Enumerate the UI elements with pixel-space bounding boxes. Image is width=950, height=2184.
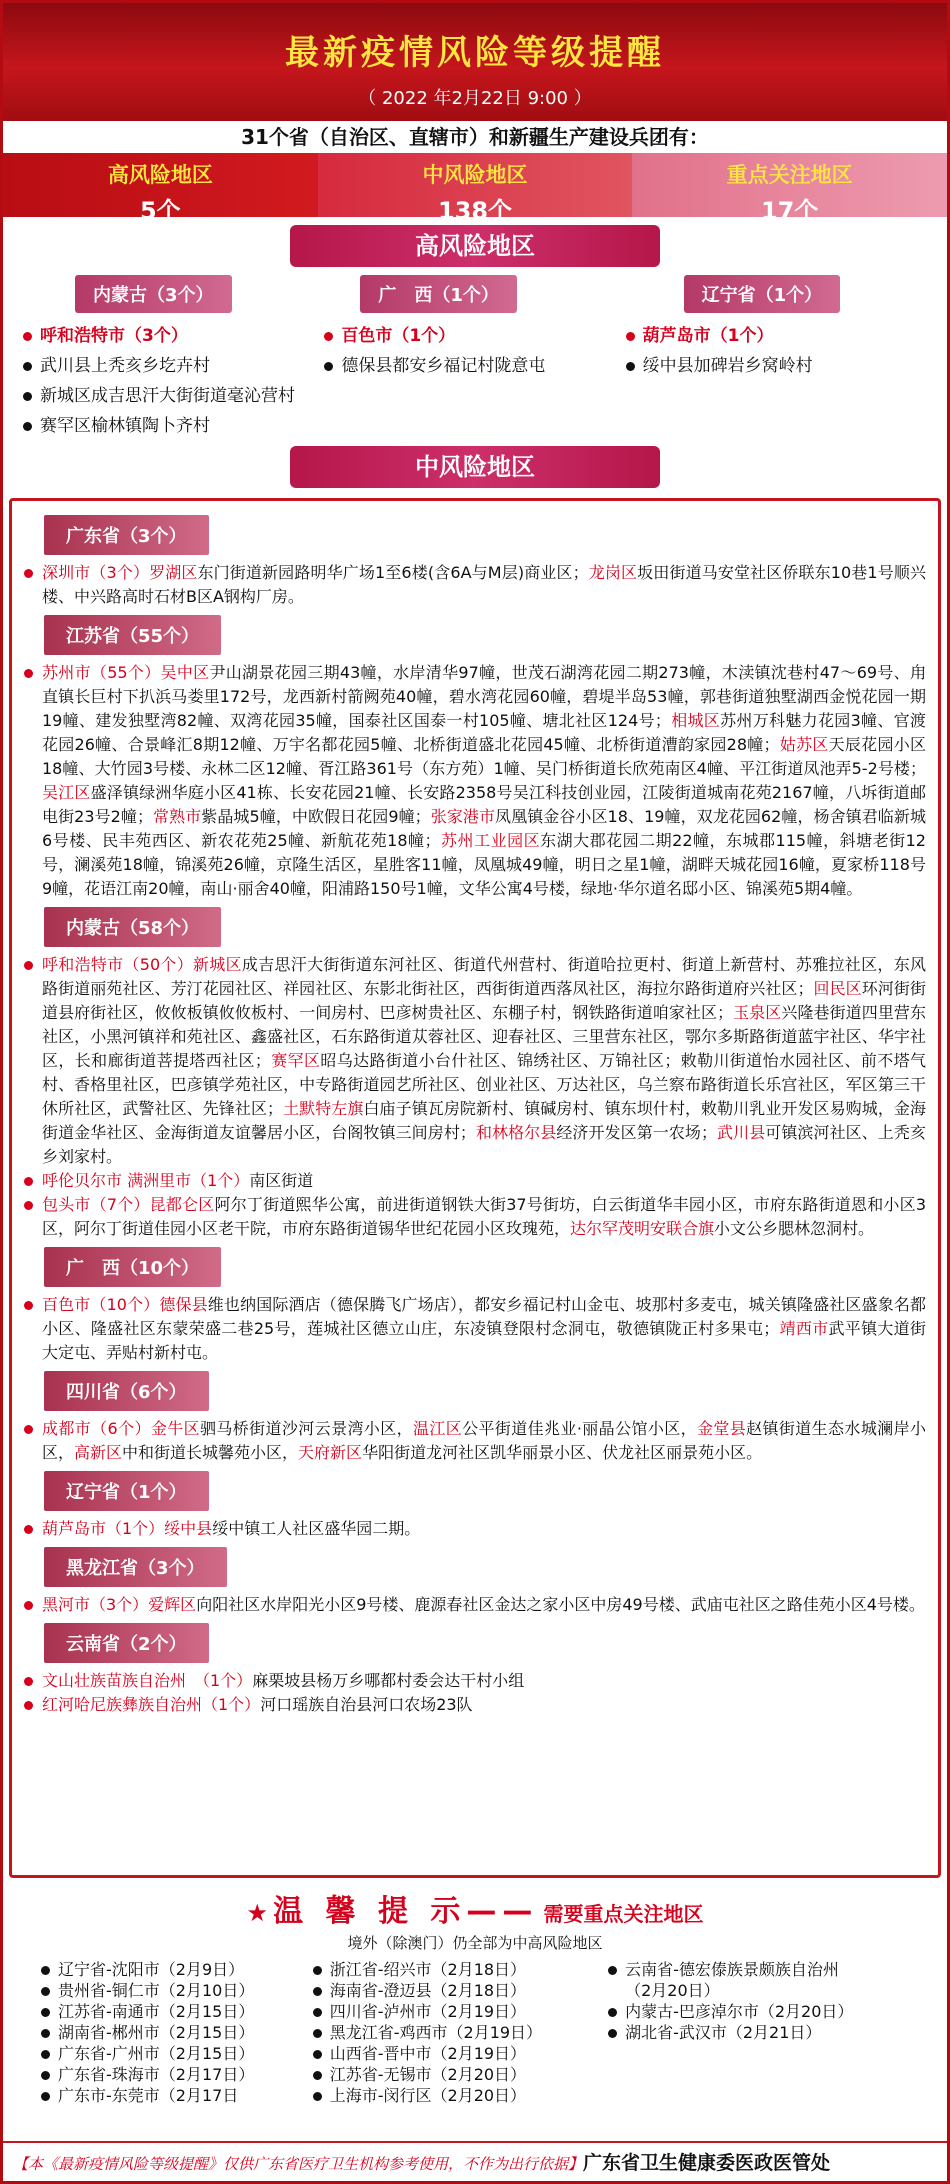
bullet-icon <box>41 2071 50 2080</box>
bullet-icon <box>23 392 32 401</box>
region-name: 和林格尔县 <box>475 1123 557 1142</box>
focus-area-item <box>608 2001 933 2022</box>
bullet-icon <box>324 362 333 371</box>
region-name: 文山壮族苗族自治州 （1个） <box>42 1671 253 1690</box>
area-paragraph <box>24 561 926 609</box>
province-tab: 内蒙古（58个） <box>44 907 221 947</box>
area-paragraph <box>24 1669 926 1693</box>
area-paragraph <box>24 953 926 1169</box>
bullet-icon <box>24 1601 33 1610</box>
area-detail: 经济开发区第一农场； <box>556 1123 717 1142</box>
bullet-icon <box>626 332 635 341</box>
bullet-icon <box>24 1701 33 1710</box>
province-tab: 广 西（1个） <box>360 275 517 313</box>
area-detail: 东湖大郡花园二期22幢，东城郡115幢，斜塘老街12号，澜溪苑18幢，锦溪苑26幢，京隆生活区，星胜客11幢，凤凰城49幢，明日之星1幢，湖畔天城花园16幢，夏家桥118号9幢，花语江南20幢，南山·丽舍40幢，阳浦路150号1幢，文华公寓4号楼，绿地·华尔道名邸小区、锦溪苑5期4幢。 <box>42 831 926 898</box>
bullet-icon <box>41 2092 50 2101</box>
focus-area-text: 湖南省-郴州市（2月15日） <box>58 2023 255 2042</box>
focus-area-text: 四川省-泸州市（2月19日） <box>329 2002 527 2021</box>
issuer: 广东省卫生健康委医政医管处 <box>583 2152 831 2174</box>
focus-area-item <box>608 1959 933 1980</box>
focus-area-text: 江苏省-无锡市（2月20日） <box>329 2065 527 2084</box>
disclaimer: 【本《最新疫情风险等级提醒》仅供广东省医疗卫生机构参考使用，不作为出行依据】 <box>13 2155 584 2173</box>
bullet-icon <box>313 1966 322 1975</box>
bullet-icon <box>24 569 33 578</box>
city-name: 呼和浩特市（3个） <box>40 326 188 346</box>
region-name: 深圳市（3个）罗湖区 <box>42 563 198 582</box>
area-paragraph <box>24 1693 926 1717</box>
focus-area-text: 内蒙古-巴彦淖尔市（2月20日） <box>625 2002 854 2021</box>
focus-area-text: 浙江省-绍兴市（2月18日） <box>329 1960 527 1979</box>
region-name: 达尔罕茂明安联合旗 <box>570 1219 715 1238</box>
area-paragraph <box>24 1169 926 1193</box>
focus-area-text: 云南省-德宏傣族景颇族自治州 <box>625 1960 839 1979</box>
stat-value: 138个 <box>437 197 513 225</box>
warm-reminder-subtitle: 需要重点关注地区 <box>543 1902 704 1926</box>
province-tab: 四川省（6个） <box>44 1371 209 1411</box>
region-name: 武川县 <box>716 1123 766 1142</box>
region-name: 金堂县 <box>696 1419 747 1438</box>
area-detail: 华阳街道龙河社区凯华丽景小区、伏龙社区丽景苑小区。 <box>362 1443 763 1462</box>
area-detail: 兴隆巷街道四里营东社区，小黑河镇祥和苑社区、鑫盛社区，石东路街道苁蓉社区、迎春社区、三里营东社区，鄂尔多斯路街道蓝宇社区、华宇社区，长和廊街道菩提塔西社区； <box>42 1003 926 1070</box>
area-detail: 盛泽镇绿洲华庭小区41栋、长安花园21幢、长安路2358号吴江科技创业园，江陵街道城南花苑2167幢，八坼街道邮电街23号2幢； <box>42 783 926 826</box>
focus-area-item <box>41 2064 313 2085</box>
area-detail: 绥中镇工人社区盛华园二期。 <box>212 1519 421 1538</box>
area-detail: 白庙子镇瓦房院新村、镇碱房村、镇东坝什村，敕勒川乳业开发区易购城，金海街道金华社区、金海街道友谊馨居小区，台阁牧镇三间房村； <box>42 1099 926 1142</box>
area-paragraph <box>24 1193 926 1241</box>
focus-area-column <box>313 1959 608 2106</box>
footer <box>3 2141 947 2181</box>
bullet-icon <box>24 1301 33 1310</box>
province-tab: 江苏省（55个） <box>44 615 221 655</box>
stat-high-risk <box>3 153 318 225</box>
area-detail: 尹山湖景花园三期43幢，水岸清华97幢，世茂石湖湾花园二期273幢，木渎镇沈巷村47～69号、甪直镇长巨村下扒浜马娄里172号，龙西新村箭阙苑40幢，碧水湾花园60幢，碧堤半岛53幢，郭巷街道独墅湖西金悦花园一期19幢、建发独墅湾82幢、双湾花园35幢，国泰社区国泰一村105幢、塘北社区124号； <box>42 663 926 730</box>
area-detail: 昭乌达路街道小台什社区、锦绣社区、万锦社区；敕勒川街道怡水园社区、前不塔气村、香格里社区，巴彦镇学苑社区，中专路街道园艺所社区、创业社区、万达社区，乌兰察布路街道长乐宫社区，军区第三干休所社区，武警社区、先锋社区； <box>42 1051 926 1118</box>
stat-label: 高风险地区 <box>107 163 213 187</box>
focus-area-item <box>608 1980 933 2001</box>
list-item <box>626 351 927 376</box>
region-name: 葫芦岛市（1个）绥中县 <box>42 1519 213 1538</box>
focus-area-item <box>313 1959 608 1980</box>
focus-area-item <box>313 2022 608 2043</box>
medium-risk-list <box>9 498 941 1878</box>
region-name: 温江区 <box>413 1419 463 1438</box>
bullet-icon <box>41 2008 50 2017</box>
focus-area-text: 广东市-东莞市（2月17日 <box>58 2086 239 2105</box>
region-name: 相城区 <box>670 711 721 730</box>
region-name: 龙岗区 <box>588 563 638 582</box>
region-name: 呼和浩特市（50个）新城区 <box>42 955 242 974</box>
focus-area-item <box>41 1980 313 2001</box>
list-item <box>23 351 324 376</box>
province-tab: 广东省（3个） <box>44 515 209 555</box>
focus-area-item <box>41 1959 313 1980</box>
region-name: 百色市（10个）德保县 <box>42 1295 208 1314</box>
list-item-text: 武川县上秃亥乡圪卉村 <box>40 356 210 376</box>
region-name: 土默特左旗 <box>283 1099 364 1118</box>
bullet-icon <box>24 1201 33 1210</box>
area-paragraph <box>24 1517 926 1541</box>
medium-risk-section-title: 中风险地区 <box>290 446 660 488</box>
city-heading <box>23 321 324 346</box>
area-detail: 中和街道长城馨苑小区， <box>122 1443 299 1462</box>
list-item-text: 绥中县加碑岩乡窝岭村 <box>642 356 813 376</box>
focus-area-text: （2月20日） <box>625 1981 720 2000</box>
bullet-icon <box>313 2008 322 2017</box>
region-name: 红河哈尼族彝族自治州（1个） <box>42 1695 261 1714</box>
list-item-text: 赛罕区榆林镇陶卜齐村 <box>40 416 210 436</box>
area-detail: 可镇滨河社区、上秃亥乡刘家村。 <box>42 1123 926 1166</box>
bullet-icon <box>41 2050 50 2059</box>
high-risk-column <box>324 275 625 436</box>
summary-text: 31个省（自治区、直辖市）和新疆生产建设兵团有： <box>241 125 709 149</box>
focus-area-text: 广东省-广州市（2月15日） <box>58 2044 255 2063</box>
list-item <box>23 411 324 436</box>
bullet-icon <box>24 1425 33 1434</box>
stat-label: 中风险地区 <box>422 163 528 187</box>
focus-area-item <box>313 2064 608 2085</box>
bullet-icon <box>313 1987 322 1996</box>
area-detail: 武平镇大道街大定屯、弄贴村新村屯。 <box>42 1319 926 1362</box>
city-heading <box>626 321 927 346</box>
region-name: 包头市（7个）昆都仑区 <box>42 1195 215 1214</box>
focus-area-text: 山西省-晋中市（2月19日） <box>329 2044 527 2063</box>
bullet-icon <box>608 1966 617 1975</box>
area-paragraph <box>24 1417 926 1465</box>
bullet-icon <box>313 2050 322 2059</box>
region-name: 呼伦贝尔市 满洲里市（1个） <box>42 1171 250 1190</box>
bullet-icon <box>24 1177 33 1186</box>
focus-area-list <box>17 1959 933 2106</box>
stats-bar <box>3 153 947 225</box>
stat-value: 17个 <box>760 197 819 225</box>
list-item-text: 德保县都安乡福记村陇意屯 <box>341 356 546 376</box>
focus-area-text: 广东省-珠海市（2月17日） <box>58 2065 255 2084</box>
focus-area-item <box>41 2085 313 2106</box>
region-name: 成都市（6个）金牛区 <box>42 1419 201 1438</box>
bullet-icon <box>41 1987 50 1996</box>
province-tab: 内蒙古（3个） <box>75 275 232 313</box>
area-detail: 小文公乡腮林忽洞村。 <box>714 1219 875 1238</box>
region-name: 高新区 <box>74 1443 123 1462</box>
page-title: 最新疫情风险等级提醒 <box>285 33 665 73</box>
focus-area-text: 江苏省-南通市（2月15日） <box>58 2002 255 2021</box>
warm-reminder <box>3 1878 947 2105</box>
region-name: 常熟市 <box>152 807 202 826</box>
warm-reminder-heading <box>17 1886 933 1953</box>
high-risk-column <box>626 275 927 436</box>
region-name: 天府新区 <box>298 1443 363 1462</box>
region-name: 黑河市（3个）爱辉区 <box>42 1595 197 1614</box>
region-name: 姑苏区 <box>779 735 829 754</box>
area-detail: 赵镇街道生态水城澜岸小区， <box>42 1419 926 1462</box>
area-detail: 南区街道 <box>249 1171 314 1190</box>
province-tab: 云南省（2个） <box>44 1623 209 1663</box>
area-detail: 河口瑶族自治县河口农场23队 <box>260 1695 473 1714</box>
area-detail: 环河街街道县府街社区，攸攸板镇攸攸板村、一间房村、巴彦树贵社区、东棚子村，钢铁路街道咱家社区； <box>42 979 926 1022</box>
stat-medium-risk <box>318 153 633 225</box>
focus-area-text: 湖北省-武汉市（2月21日） <box>625 2023 822 2042</box>
area-detail: 坂田街道马安堂社区侨联东10巷1号顺兴楼、中兴路高时石材B区A钢构厂房。 <box>42 563 926 606</box>
bullet-icon <box>24 669 33 678</box>
area-detail: 东门街道新园路明华广场1至6楼(含6A与M层)商业区； <box>197 563 589 582</box>
bullet-icon <box>24 1525 33 1534</box>
bullet-icon <box>608 2008 617 2017</box>
bullet-icon <box>24 961 33 970</box>
area-paragraph <box>24 661 926 901</box>
area-paragraph <box>24 1293 926 1365</box>
list-item <box>23 381 324 406</box>
stat-label: 重点关注地区 <box>726 163 853 187</box>
stat-focus-area <box>632 153 947 225</box>
focus-area-item <box>608 2022 933 2043</box>
focus-area-text: 贵州省-铜仁市（2月10日） <box>58 1981 255 2000</box>
area-detail: 阿尔丁街道熙华公寓，前进街道钢铁大街37号街坊，白云街道华丰园小区，市府东路街道恩和小区3区，阿尔丁街道佳园小区老干院，市府东路街道锡华世纪花园小区玫瑰苑， <box>42 1195 926 1238</box>
bullet-icon <box>24 1677 33 1686</box>
star-icon: ★ <box>246 1899 268 1927</box>
area-detail: 向阳社区水岸阳光小区9号楼、鹿源春社区金达之家小区中房49号楼、武庙屯社区之路佳苑小区4号楼。 <box>196 1595 925 1614</box>
high-risk-column <box>23 275 324 436</box>
bullet-icon <box>324 332 333 341</box>
focus-area-item <box>313 2085 608 2106</box>
focus-area-item <box>313 1980 608 2001</box>
focus-area-item <box>41 2043 313 2064</box>
bullet-icon <box>626 362 635 371</box>
focus-area-text: 黑龙江省-鸡西市（2月19日） <box>329 2023 543 2042</box>
area-detail: 凤凰镇金谷小区18、19幢，双龙花园62幢，杨舍镇君临新城6号楼、民丰苑西区、新农花苑25幢、新航花苑18幢； <box>42 807 926 850</box>
focus-area-item <box>41 2001 313 2022</box>
warm-reminder-note: 境外（除澳门）仍全部为中高风险地区 <box>347 1934 603 1952</box>
focus-area-item <box>41 2022 313 2043</box>
focus-area-text: 上海市-闵行区（2月20日） <box>329 2086 527 2105</box>
province-tab: 广 西（10个） <box>44 1247 221 1287</box>
region-name: 张家港市 <box>430 807 496 826</box>
region-name: 回民区 <box>813 979 862 998</box>
area-detail: 公平街道佳兆业·丽晶公馆小区， <box>462 1419 697 1438</box>
list-item-text: 新城区成吉思汗大街街道毫沁营村 <box>40 386 295 406</box>
bullet-icon <box>41 2029 50 2038</box>
focus-area-column <box>608 1959 933 2106</box>
area-detail: 天辰花园小区18幢、大竹园3号楼、永林二区12幢、胥江路361号（东方苑）1幢、吴门桥街道长欣苑南区4幢、平江街道凤池弄5-2号楼； <box>42 735 926 778</box>
region-name: 靖西市 <box>779 1319 829 1338</box>
province-tab: 辽宁省（1个） <box>684 275 841 313</box>
stat-value: 5个 <box>139 197 181 225</box>
bullet-icon <box>313 2029 322 2038</box>
area-detail: 成吉思汗大街街道东河社区、街道代州营村、街道哈拉更村、街道上新营村、苏雅拉社区，东风路街道丽苑社区、芳汀花园社区、祥园社区、东影北街社区，西街街道西落凤社区，海拉尔路街道府兴社区； <box>42 955 926 998</box>
province-tab: 辽宁省（1个） <box>44 1471 209 1511</box>
update-date: （ 2022 年2月22日 9:00 ） <box>358 88 592 109</box>
bullet-icon <box>313 2071 322 2080</box>
focus-area-text: 海南省-澄迈县（2月18日） <box>329 1981 527 2000</box>
high-risk-section-title: 高风险地区 <box>290 225 660 267</box>
focus-area-item <box>313 2001 608 2022</box>
area-detail: 麻栗坡县杨万乡哪都村委会达干村小组 <box>252 1671 525 1690</box>
region-name: 苏州工业园区 <box>440 831 541 850</box>
focus-area-text: 辽宁省-沈阳市（2月9日） <box>58 1960 245 1979</box>
region-name: 苏州市（55个）吴中区 <box>42 663 210 682</box>
bullet-icon <box>23 422 32 431</box>
bullet-icon <box>23 332 32 341</box>
region-name: 吴江区 <box>42 783 91 802</box>
area-detail: 维也纳国际酒店（德保腾飞广场店），都安乡福记村山金屯、坡那村多麦屯，城关镇隆盛社区盛象名都小区、隆盛社区东蒙荣盛二巷25号，莲城社区德立山庄，东凌镇登限村念洞屯，敬德镇陇正村多果屯； <box>42 1295 926 1338</box>
bullet-icon <box>41 1966 50 1975</box>
city-name: 葫芦岛市（1个） <box>642 326 774 346</box>
focus-area-column <box>17 1959 313 2106</box>
bullet-icon <box>313 2092 322 2101</box>
bullet-icon <box>608 2029 617 2038</box>
bullet-icon <box>23 362 32 371</box>
province-tab: 黑龙江省（3个） <box>44 1547 227 1587</box>
warm-reminder-title: 温 馨 提 示—— <box>273 1894 539 1929</box>
region-name: 玉泉区 <box>733 1003 782 1022</box>
city-name: 百色市（1个） <box>341 326 456 346</box>
area-detail: 苏州万科魅力花园3幢、官渡花园26幢、合景峰汇8期12幢、万宇名都花园5幢、北桥街道盛北花园45幢、北桥街道漕韵家园28幢； <box>42 711 926 754</box>
list-item <box>324 351 625 376</box>
area-detail: 紫晶城5幢，中欧假日花园9幢； <box>201 807 431 826</box>
city-heading <box>324 321 625 346</box>
high-risk-list <box>3 275 947 436</box>
header-banner <box>3 3 947 121</box>
focus-area-item <box>313 2043 608 2064</box>
area-paragraph <box>24 1593 926 1617</box>
region-name: 赛罕区 <box>270 1051 321 1070</box>
area-detail: 驷马桥街道沙河云景湾小区， <box>200 1419 413 1438</box>
